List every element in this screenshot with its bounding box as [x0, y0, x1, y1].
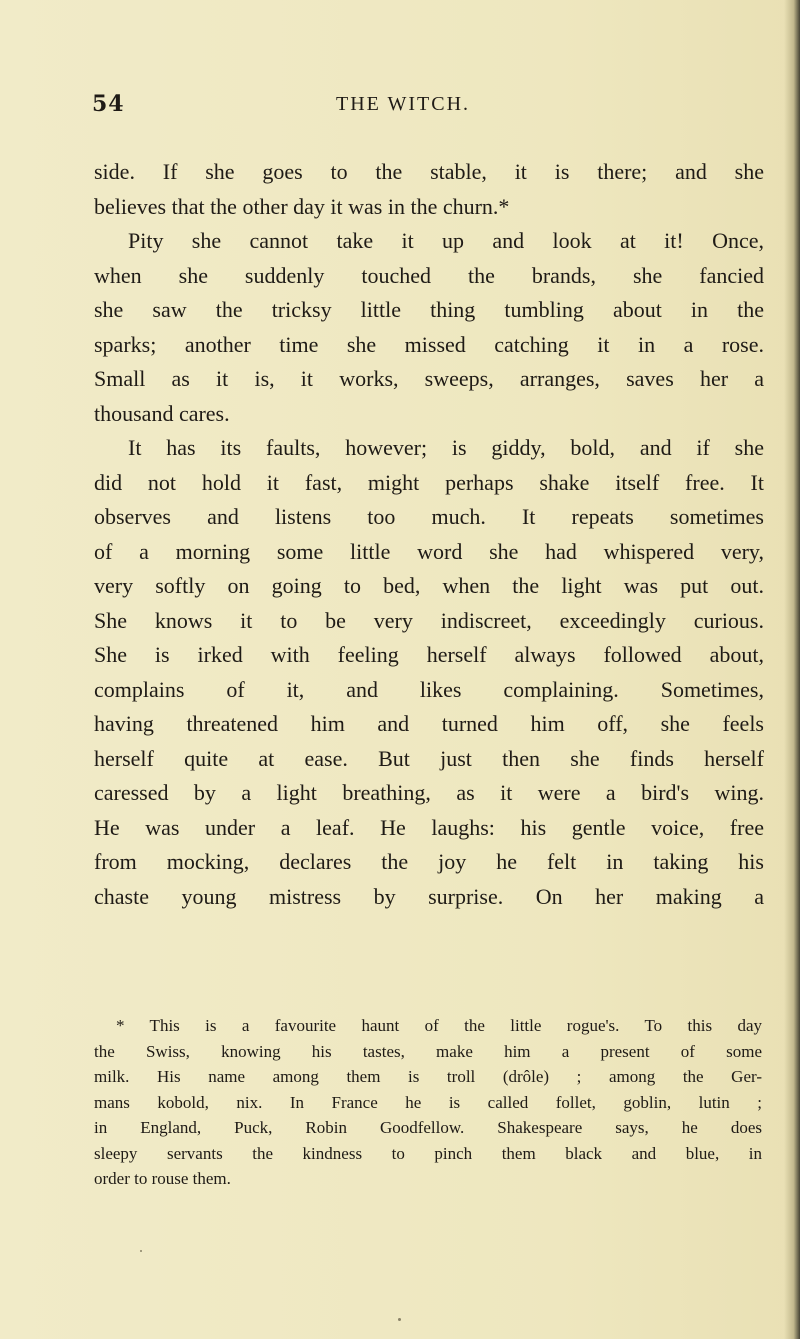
paper-speck	[398, 1318, 401, 1321]
body-line: she saw the tricksy little thing tumbling about in the	[94, 297, 764, 322]
footnote-line: sleepy servants the kindness to pinch them black and blue, in	[94, 1143, 762, 1163]
body-line: from mocking, declares the joy he felt in taking his	[94, 849, 764, 874]
body-line: He was under a leaf. He laughs: his gentle voice, free	[94, 814, 764, 840]
page-header	[92, 91, 762, 127]
footnote-line: order to rouse them.	[94, 1169, 231, 1188]
body-line: sparks; another time she missed catching it in a rose.	[94, 331, 764, 357]
body-line: Pity she cannot take it up and look at it! Once,	[128, 228, 764, 253]
body-line: caressed by a light breathing, as it were a bird's wing.	[94, 780, 764, 805]
body-line: Small as it is, it works, sweeps, arranges, saves her a	[94, 366, 764, 391]
body-line: believes that the other day it was in the churn.*	[94, 193, 510, 219]
body-line: She knows it to be very indiscreet, exceedingly curious.	[94, 607, 764, 633]
body-line: chaste young mistress by surprise. On her making a	[94, 883, 764, 909]
body-text	[94, 155, 764, 914]
page-edge-shadow	[784, 0, 800, 1339]
body-line: of a morning some little word she had whispered very,	[94, 538, 764, 564]
body-line: herself quite at ease. But just then she finds herself	[94, 745, 764, 771]
page-number: 54	[92, 91, 125, 117]
body-line: She is irked with feeling herself always followed about,	[94, 642, 764, 667]
body-line: thousand cares.	[94, 400, 230, 426]
paper-speck	[140, 1250, 142, 1252]
body-line: when she suddenly touched the brands, she fancied	[94, 262, 764, 288]
body-line: did not hold it fast, might perhaps shake itself free. It	[94, 469, 764, 495]
footnote-line: the Swiss, knowing his tastes, make him a present of some	[94, 1041, 762, 1061]
body-line: very softly on going to bed, when the light was put out.	[94, 573, 764, 598]
body-line: complains of it, and likes complaining. Sometimes,	[94, 676, 764, 702]
body-line: having threatened him and turned him off, she feels	[94, 711, 764, 736]
footnote	[94, 1013, 762, 1192]
running-head: THE WITCH.	[336, 93, 471, 115]
footnote-line: in England, Puck, Robin Goodfellow. Shakespeare says, he does	[94, 1118, 762, 1137]
body-line: side. If she goes to the stable, it is there; and she	[94, 159, 764, 184]
body-line: It has its faults, however; is giddy, bold, and if she	[128, 435, 764, 460]
footnote-line: mans kobold, nix. In France he is called follet, goblin, lutin ;	[94, 1092, 762, 1112]
footnote-line: milk. His name among them is troll (drôle) ; among the Ger-	[94, 1067, 762, 1086]
body-line: observes and listens too much. It repeats sometimes	[94, 504, 764, 529]
footnote-line: * This is a favourite haunt of the little rogue's. To this day	[116, 1016, 762, 1035]
